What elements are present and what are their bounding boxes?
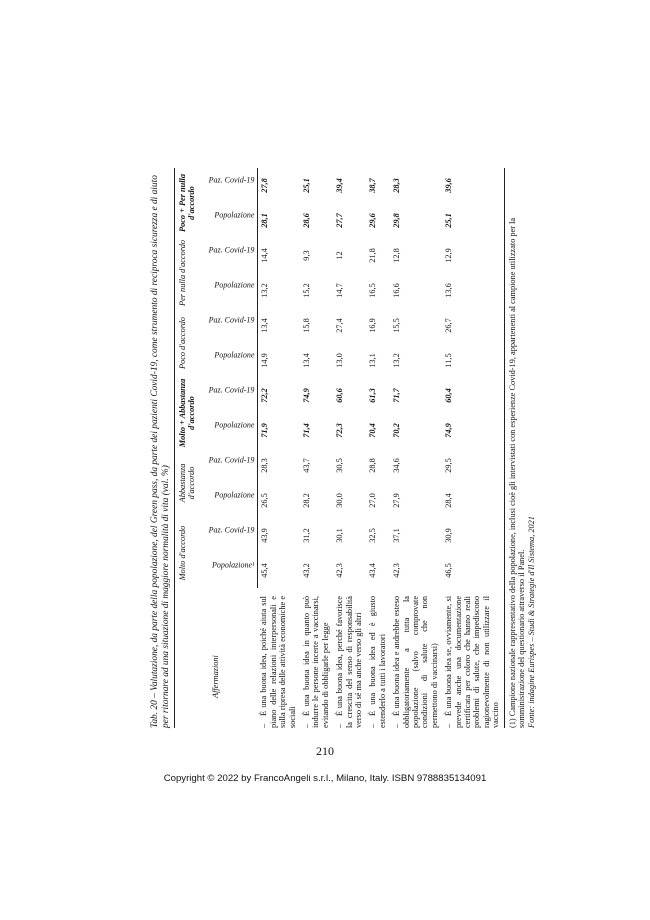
table-row bbox=[300, 168, 333, 728]
value-cell: 28,4 bbox=[442, 483, 504, 518]
value-cell: 29,8 bbox=[392, 213, 402, 228]
sub-header-paz: Paz. Covid-19 bbox=[209, 246, 255, 256]
list-dash: – bbox=[335, 723, 345, 728]
table-row bbox=[442, 168, 504, 728]
sub-header-paz: Paz. Covid-19 bbox=[209, 526, 255, 536]
list-dash: – bbox=[259, 723, 269, 728]
value-cell: 28,2 bbox=[301, 493, 311, 508]
value-cell: 42,3 bbox=[335, 563, 345, 578]
sub-header-pop: Popolazione bbox=[214, 421, 255, 431]
group-header: Molto + Abbastanza d'accordo bbox=[175, 378, 197, 448]
sub-header-paz: Paz. Covid-19 bbox=[209, 176, 255, 186]
value-cell: 14,9 bbox=[259, 353, 269, 368]
value-cell: 12 bbox=[335, 251, 345, 260]
value-cell: 16,5 bbox=[368, 283, 378, 298]
value-cell: 9,3 bbox=[301, 250, 311, 261]
value-cell: 16,9 bbox=[368, 318, 378, 333]
statement-text: È una buona idea e andrebbe esteso obbligatoriamente a tutta la popolazione (salvo comprovate condizioni di salute che non permettono di vaccinarsi) bbox=[392, 596, 439, 728]
row-header: Affermazioni bbox=[175, 588, 258, 728]
statement-cell bbox=[390, 588, 442, 728]
value-cell: 13,4 bbox=[301, 353, 311, 368]
page-number: 210 bbox=[316, 744, 334, 758]
value-cell: 70,4 bbox=[368, 423, 378, 438]
value-cell: 21,8 bbox=[368, 248, 378, 263]
value-cell: 43,9 bbox=[259, 528, 269, 543]
value-cell: 27,0 bbox=[368, 493, 378, 508]
rotated-table-page bbox=[150, 168, 536, 728]
value-cell: 39,4 bbox=[335, 178, 345, 193]
group-header: Poco + Per nulla d'accordo bbox=[175, 168, 197, 238]
value-cell: 30,9 bbox=[442, 518, 504, 553]
value-cell: 12,9 bbox=[442, 238, 504, 273]
source-line: Fonte: indagine Eurispes – Studi & Strategie d'Il Sistema, 2021 bbox=[526, 516, 536, 728]
value-cell: 61,3 bbox=[368, 388, 378, 403]
value-cell: 11,5 bbox=[442, 343, 504, 378]
sub-header-paz: Paz. Covid-19 bbox=[209, 456, 255, 466]
value-cell: 27,4 bbox=[335, 318, 345, 333]
value-cell: 70,2 bbox=[392, 423, 402, 438]
value-cell: 71,7 bbox=[392, 388, 402, 403]
value-cell: 28,1 bbox=[259, 213, 269, 228]
table-row bbox=[366, 168, 390, 728]
sub-header-paz: Paz. Covid-19 bbox=[209, 386, 255, 396]
value-cell: 34,6 bbox=[392, 458, 402, 473]
value-cell: 15,8 bbox=[301, 318, 311, 333]
copyright-line: Copyright © 2022 by FrancoAngeli s.r.l., Milano, Italy. ISBN 9788835134091 bbox=[163, 773, 487, 784]
table-row bbox=[257, 168, 300, 728]
statement-cell bbox=[333, 588, 366, 728]
value-cell: 13,2 bbox=[259, 283, 269, 298]
value-cell: 25,1 bbox=[442, 203, 504, 238]
sub-header-pop: Popolazione bbox=[214, 491, 255, 501]
value-cell: 32,5 bbox=[368, 528, 378, 543]
value-cell: 29,5 bbox=[442, 448, 504, 483]
value-cell: 43,7 bbox=[301, 458, 311, 473]
value-cell: 71,4 bbox=[301, 423, 311, 438]
value-cell: 27,8 bbox=[259, 178, 269, 193]
value-cell: 30,0 bbox=[335, 493, 345, 508]
value-cell: 72,3 bbox=[335, 423, 345, 438]
value-cell: 60,6 bbox=[335, 388, 345, 403]
value-cell: 16,6 bbox=[392, 283, 402, 298]
sub-header-pop: Popolazione bbox=[214, 351, 255, 361]
statement-text: È una buona idea, poiché aiuta sul piano delle relazioni interpersonali e sulla ripresa delle attività economiche e sociali bbox=[259, 596, 297, 728]
value-cell: 27,7 bbox=[335, 213, 345, 228]
value-cell: 14,4 bbox=[259, 248, 269, 263]
value-cell: 15,5 bbox=[392, 318, 402, 333]
value-cell: 13,4 bbox=[259, 318, 269, 333]
list-dash: – bbox=[368, 723, 378, 728]
sub-header-pop: Popolazione¹ bbox=[212, 561, 255, 571]
value-cell: 74,9 bbox=[442, 413, 504, 448]
value-cell: 28,6 bbox=[301, 213, 311, 228]
value-cell: 71,9 bbox=[259, 423, 269, 438]
value-cell: 28,3 bbox=[259, 458, 269, 473]
statement-cell bbox=[442, 588, 504, 728]
list-dash: – bbox=[392, 723, 402, 728]
value-cell: 26,5 bbox=[259, 493, 269, 508]
value-cell: 27,9 bbox=[392, 493, 402, 508]
statement-text: È una buona idea, perché favorisce la crescita del senso di responsabilità verso di sé ma anche verso gli altri bbox=[335, 596, 363, 728]
value-cell: 30,5 bbox=[335, 458, 345, 473]
group-header: Abbastanza d'accordo bbox=[175, 448, 197, 518]
value-cell: 74,9 bbox=[301, 388, 311, 403]
statement-cell bbox=[257, 588, 300, 728]
value-cell: 13,6 bbox=[442, 273, 504, 308]
value-cell: 25,1 bbox=[301, 178, 311, 193]
table-body bbox=[257, 168, 504, 728]
group-header: Molto d'accordo bbox=[175, 518, 197, 588]
group-header: Per nulla d'accordo bbox=[175, 238, 197, 308]
statement-text: È una buona idea in quanto può indurre le persone incerte a vaccinarsi, evitando di obbligarle per legge bbox=[301, 596, 330, 728]
table-caption: Tab. 20 – Valutazione, da parte della popolazione, del Green pass, da parte dei pazienti Covid-19, come strumento di reciproca sicurezza e di aiuto per ritornare ad una situazione di maggiore normalità di vita (val. %) bbox=[150, 175, 171, 728]
value-cell: 45,4 bbox=[259, 563, 269, 578]
table-row bbox=[390, 168, 442, 728]
value-cell: 39,6 bbox=[442, 168, 504, 203]
group-header: Poco d'accordo bbox=[175, 308, 197, 378]
value-cell: 12,8 bbox=[392, 248, 402, 263]
value-cell: 28,8 bbox=[368, 458, 378, 473]
value-cell: 72,2 bbox=[259, 388, 269, 403]
list-dash: – bbox=[301, 723, 311, 728]
value-cell: 38,7 bbox=[368, 178, 378, 193]
sub-header-pop: Popolazione bbox=[214, 211, 255, 221]
footnote: (1) Campione nazionale rappresentativo della popolazione, inclusi cioè gli intervistati con esperienze Covid-19, appartenenti al campione utilizzato per la somministrazione del questionario attraverso il Panel. bbox=[507, 217, 527, 728]
value-cell: 42,3 bbox=[392, 563, 402, 578]
table-row bbox=[333, 168, 366, 728]
value-cell: 29,6 bbox=[368, 213, 378, 228]
value-cell: 15,2 bbox=[301, 283, 311, 298]
value-cell: 26,7 bbox=[442, 308, 504, 343]
statement-cell bbox=[300, 588, 333, 728]
value-cell: 13,0 bbox=[335, 353, 345, 368]
value-cell: 43,2 bbox=[301, 563, 311, 578]
list-dash: – bbox=[444, 723, 454, 728]
value-cell: 60,4 bbox=[442, 378, 504, 413]
sub-header-paz: Paz. Covid-19 bbox=[209, 316, 255, 326]
value-cell: 37,1 bbox=[392, 528, 402, 543]
value-cell: 13,1 bbox=[368, 353, 378, 368]
value-cell: 28,3 bbox=[392, 178, 402, 193]
statement-text: È una buona idea ed è giusto estenderlo a tutti i lavoratori bbox=[368, 596, 387, 728]
data-table bbox=[174, 168, 505, 728]
value-cell: 30,1 bbox=[335, 528, 345, 543]
statement-cell bbox=[366, 588, 390, 728]
value-cell: 14,7 bbox=[335, 283, 345, 298]
value-cell: 13,2 bbox=[392, 353, 402, 368]
value-cell: 46,5 bbox=[442, 553, 504, 588]
sub-header-pop: Popolazione bbox=[214, 281, 255, 291]
statement-text: È una buona idea se, ovviamente, si prevede anche una documentazione certificata per coloro che hanno reali problemi di salute, che impediscono ragionevolmente di non utilizzare il vaccino bbox=[444, 596, 501, 728]
value-cell: 43,4 bbox=[368, 563, 378, 578]
table-notes bbox=[508, 168, 537, 728]
value-cell: 31,2 bbox=[301, 528, 311, 543]
